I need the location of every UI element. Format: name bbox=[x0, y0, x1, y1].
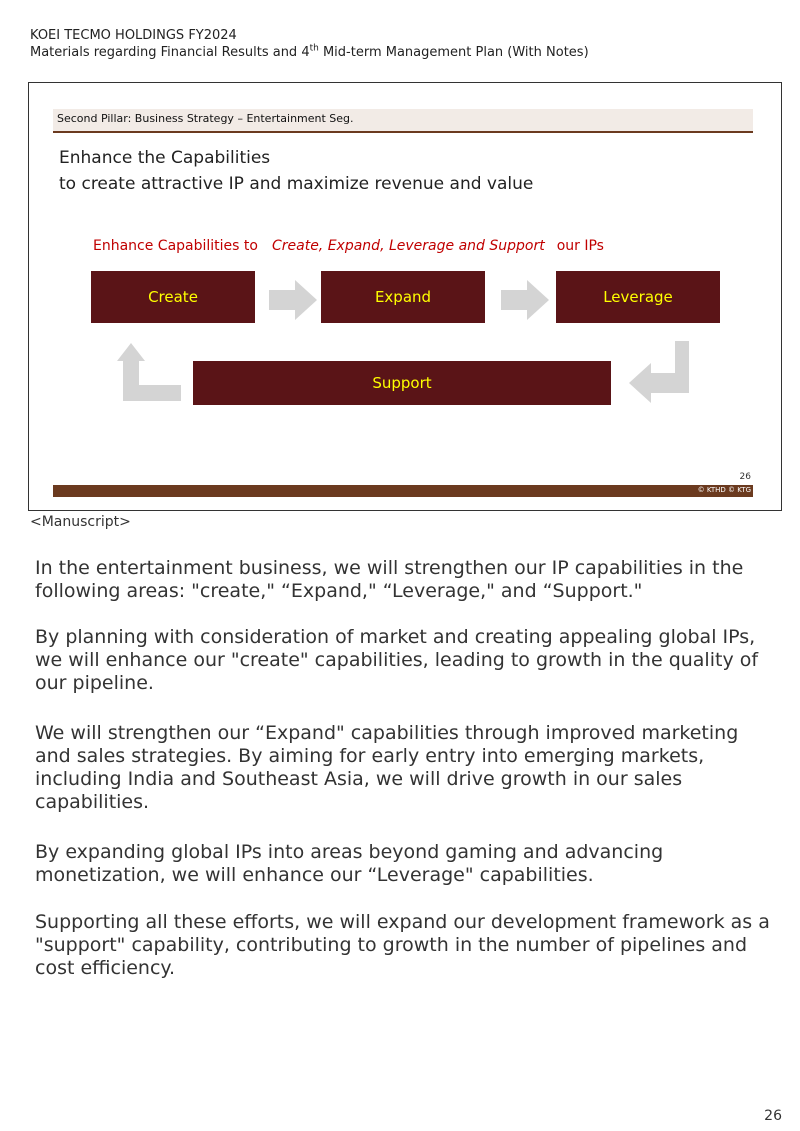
support-box bbox=[193, 361, 611, 405]
enhance-suffix: our IPs bbox=[556, 238, 604, 254]
slide-title-line2: to create attractive IP and maximize revenue and value bbox=[59, 174, 534, 194]
slide-title-line1: Enhance the Capabilities bbox=[59, 148, 271, 168]
arrow-right-icon bbox=[269, 280, 317, 320]
leverage-box bbox=[556, 271, 720, 323]
manuscript-paragraph: Supporting all these efforts, we will expand our development framework as a "support" capability, contributing to growth in the number of pipelines and cost efficiency. bbox=[35, 911, 770, 979]
enhance-line bbox=[93, 238, 604, 254]
header-line2-prefix: Materials regarding Financial Results and 4 bbox=[30, 45, 310, 60]
create-box-label: Create bbox=[148, 288, 198, 306]
leverage-box-label: Leverage bbox=[603, 288, 673, 306]
manuscript-paragraph: We will strengthen our “Expand" capabilities through improved marketing and sales strategies. By aiming for early entry into emerging markets, including India and Southeast Asia, we will drive growth in our sales capabilities. bbox=[35, 722, 739, 813]
arrow-down-left-icon bbox=[629, 341, 695, 403]
slide-page-number: 26 bbox=[739, 472, 751, 482]
header-line1: KOEI TECMO HOLDINGS FY2024 bbox=[30, 28, 237, 43]
arrow-up-icon bbox=[117, 339, 181, 401]
enhance-prefix: Enhance Capabilities to bbox=[93, 238, 258, 254]
page-number: 26 bbox=[764, 1108, 782, 1124]
expand-box-label: Expand bbox=[374, 288, 432, 306]
enhance-italic: Create, Expand, Leverage and Support bbox=[271, 238, 545, 254]
slide bbox=[28, 82, 782, 511]
manuscript-paragraph: By planning with consideration of market and creating appealing global IPs, we will enhance our "create" capabilities, leading to growth in the quality of our pipeline. bbox=[35, 626, 759, 694]
manuscript-paragraph: By expanding global IPs into areas beyond gaming and advancing monetization, we will enhance our “Leverage" capabilities. bbox=[35, 841, 664, 886]
pillar-label: Second Pillar: Business Strategy – Entertainment Seg. bbox=[57, 112, 354, 125]
copyright: © KTHD © KTG bbox=[697, 486, 751, 494]
support-box-label: Support bbox=[372, 374, 432, 392]
header-line2 bbox=[30, 45, 589, 60]
expand-box bbox=[321, 271, 485, 323]
footer-bar bbox=[53, 485, 753, 497]
header-line2-suffix: Mid-term Management Plan (With Notes) bbox=[318, 45, 589, 60]
manuscript-label: <Manuscript> bbox=[30, 514, 131, 530]
manuscript-paragraph: In the entertainment business, we will strengthen our IP capabilities in the following areas: "create," “Expand," “Leverage," and “Support." bbox=[35, 557, 744, 602]
header-line2-sup: th bbox=[309, 43, 319, 54]
arrow-right-icon bbox=[501, 280, 549, 320]
create-box bbox=[91, 271, 255, 323]
pillar-bar bbox=[53, 109, 753, 133]
